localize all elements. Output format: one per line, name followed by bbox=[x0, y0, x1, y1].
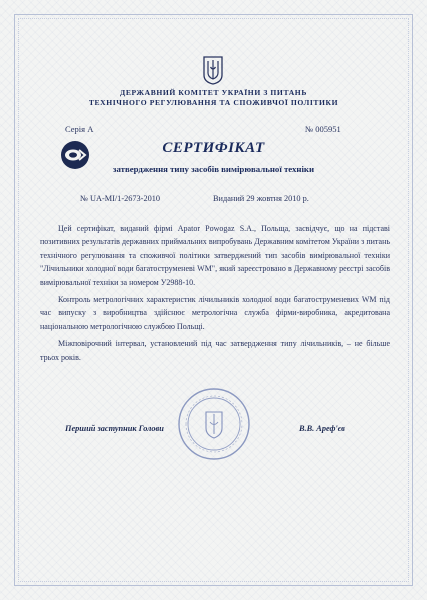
body-paragraph-3: Міжповірочний інтервал, установлений під час затвердження типу лічильників, – не більше трьох років. bbox=[40, 339, 390, 362]
issuer-header-line1: ДЕРЖАВНИЙ КОМІТЕТ УКРАЇНИ З ПИТАНЬ bbox=[120, 88, 307, 97]
official-stamp-icon bbox=[176, 386, 252, 462]
body-paragraph-1: Цей сертифікат, виданий фірмі Apator Powogaz S.A., Польща, засвідчує, що на підставі позитивних результатів державних приймальних випробувань Державним комітетом України з питань технічного регулювання та споживчої політики затверджений тип засобів вимірювальної техніки "Лічильники холодної води багатоструменеві WM", який зареєстровано в Державному реєстрі засобів вимірювальної техніки за номером У2988-10. bbox=[40, 224, 390, 287]
series-label: Серія А bbox=[65, 124, 94, 134]
issue-date: Виданий 29 жовтня 2010 р. bbox=[213, 194, 309, 203]
certificate-title: СЕРТИФІКАТ bbox=[162, 140, 265, 156]
certificate-number: № UA-MI/1-2673-2010 bbox=[80, 194, 161, 203]
signatory-position: Перший заступник Голови bbox=[65, 424, 164, 433]
trident-emblem-icon bbox=[202, 55, 224, 85]
certificate-body bbox=[40, 222, 390, 368]
certificate-subtitle: затвердження типу засобів вимірювальної техніки bbox=[112, 164, 315, 174]
issuer-header bbox=[0, 88, 427, 108]
body-paragraph-2: Контроль метрологічних характеристик лічильників холодної води багатоструменевих WM під час випуску з виробництва здійснює метрологічна служба фірми-виробника, акредитована національною метрологічною службою Польщі. bbox=[40, 295, 390, 331]
signatory-name: В.В. Ареф'єв bbox=[299, 424, 345, 433]
issuer-header-line2: ТЕХНІЧНОГО РЕГУЛЮВАННЯ ТА СПОЖИВЧОЇ ПОЛІТИКИ bbox=[88, 98, 339, 107]
serial-number: № 005951 bbox=[305, 124, 341, 134]
